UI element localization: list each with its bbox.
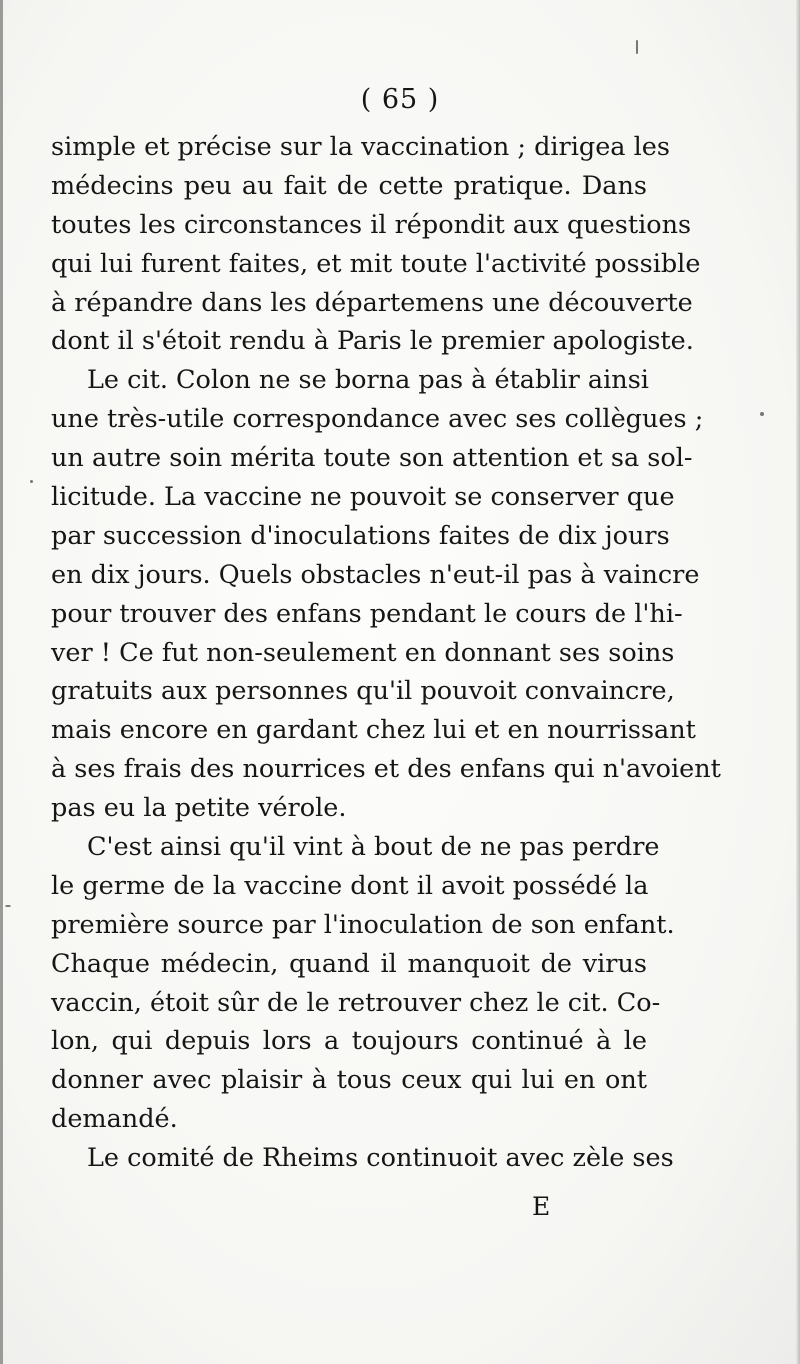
text-line: vaccin, étoit sûr de le retrouver chez le cit. Co- — [51, 987, 661, 1018]
text-line: à ses frais des nourrices et des enfans qui n'avoient — [51, 754, 721, 785]
text-line: à répandre dans les départemens une découverte — [51, 287, 693, 318]
text-line: simple et précise sur la vaccination ; dirigea les — [51, 132, 670, 162]
body-text — [51, 128, 721, 1178]
text-line: pas eu la petite vérole. — [51, 793, 347, 824]
paper-speck — [30, 480, 33, 483]
paper-speck — [636, 40, 638, 54]
text-line: gratuits aux personnes qu'il pouvoit convaincre, — [51, 676, 675, 707]
text-line: en dix jours. Quels obstacles n'eut-il pas à vaincre — [51, 559, 700, 590]
page-number: ( 65 ) — [360, 84, 440, 115]
text-line: médecins peu au fait de cette pratique. Dans — [51, 170, 647, 201]
text-line: Chaque médecin, quand il manquoit de virus — [51, 948, 647, 979]
paper-speck — [760, 412, 764, 416]
text-line: Le comité de Rheims continuoit avec zèle ses — [87, 1143, 674, 1174]
text-line: C'est ainsi qu'il vint à bout de ne pas perdre — [87, 832, 660, 863]
paper-speck — [5, 905, 11, 907]
text-line: toutes les circonstances il répondit aux questions — [51, 209, 692, 240]
text-line: qui lui furent faites, et mit toute l'activité possible — [51, 248, 701, 279]
signature-mark: E — [532, 1192, 551, 1221]
text-line: demandé. — [51, 1104, 178, 1135]
page-right-edge — [796, 0, 800, 1364]
text-line: pour trouver des enfans pendant le cours de l'hi- — [51, 598, 683, 629]
text-line: le germe de la vaccine dont il avoit possédé la — [51, 870, 649, 901]
text-line: un autre soin mérita toute son attention et sa sol- — [51, 443, 693, 474]
text-line: licitude. La vaccine ne pouvoit se conserver que — [51, 482, 675, 513]
text-line: une très-utile correspondance avec ses collègues ; — [51, 404, 704, 435]
text-line: première source par l'inoculation de son enfant. — [51, 909, 675, 940]
text-line: lon, qui depuis lors a toujours continué à le — [51, 1026, 647, 1057]
text-line: ver ! Ce fut non-seulement en donnant ses soins — [51, 637, 675, 668]
page-left-edge — [0, 0, 3, 1364]
text-line: dont il s'étoit rendu à Paris le premier apologiste. — [51, 326, 694, 357]
text-line: Le cit. Colon ne se borna pas à établir ainsi — [87, 365, 649, 396]
text-line: par succession d'inoculations faites de dix jours — [51, 520, 670, 551]
text-line: donner avec plaisir à tous ceux qui lui en ont — [51, 1065, 647, 1096]
text-line: mais encore en gardant chez lui et en nourrissant — [51, 715, 696, 746]
